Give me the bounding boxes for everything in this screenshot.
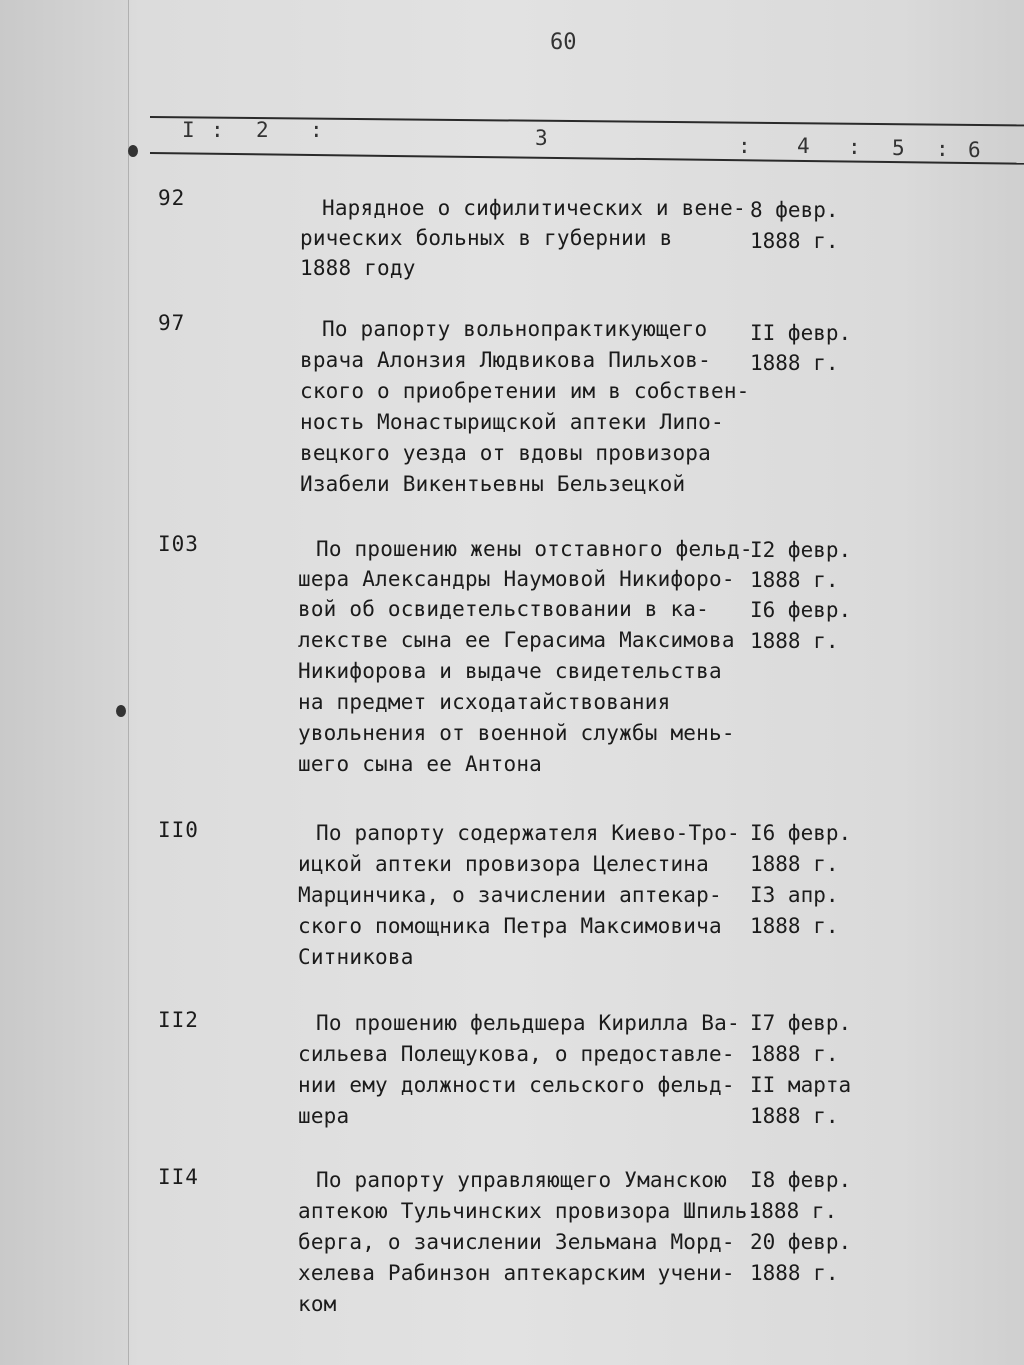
entry-number: 97 <box>158 311 186 335</box>
entry-text-line: ского помощника Петра Максимовича <box>298 914 722 938</box>
entry-date-line: I6 февр. <box>750 598 852 622</box>
entry-text-line: Нарядное о сифилитических и вене- <box>322 196 746 220</box>
column-1-number: I <box>182 118 195 142</box>
entry-text-line: рических больных в губернии в <box>300 226 673 250</box>
column-6-number: 6 <box>968 138 981 162</box>
column-3-number: 3 <box>535 126 548 150</box>
entry-number: II4 <box>158 1165 199 1189</box>
binding-hole <box>128 145 138 157</box>
entry-date-line: 1888 г. <box>750 1042 839 1066</box>
entry-text-line: Никифорова и выдаче свидетельства <box>298 659 722 683</box>
entry-text-line: берга, о зачислении Зельмана Морд- <box>298 1230 735 1254</box>
column-5-number: 5 <box>892 136 905 160</box>
entry-number: II2 <box>158 1008 199 1032</box>
entry-date-line: I7 февр. <box>750 1011 852 1035</box>
entry-text-line: хелева Рабинзон аптекарским учени- <box>298 1261 735 1285</box>
entry-text-line: ицкой аптеки провизора Целестина <box>298 852 709 876</box>
entry-date-line: 1888 г. <box>750 229 839 253</box>
previous-page-edge <box>0 0 129 1365</box>
entry-date-line: I2 февр. <box>750 538 852 562</box>
entry-date-line: II марта <box>750 1073 852 1097</box>
binding-hole <box>116 705 126 717</box>
entry-text-line: Ситникова <box>298 945 414 969</box>
entry-date-line: 20 февр. <box>750 1230 852 1254</box>
entry-text-line: 1888 году <box>300 256 416 280</box>
entry-date-line: 1888 г. <box>750 914 839 938</box>
entry-text-line: По прошению фельдшера Кирилла Ва- <box>316 1011 740 1035</box>
entry-text-line: ность Монастырищской аптеки Липо- <box>300 410 724 434</box>
entry-text-line: шера Александры Наумовой Никифоро- <box>298 567 735 591</box>
entry-text-line: шего сына ее Антона <box>298 752 543 776</box>
entry-text-line: сильева Полещукова, о предоставле- <box>298 1042 735 1066</box>
entry-date-line: II февр. <box>750 321 852 345</box>
entry-date-line: 8 февр. <box>750 198 839 222</box>
entry-text-line: аптекою Тульчинских провизора Шпиль- <box>298 1199 761 1223</box>
entry-date-line: 1888 г. <box>750 351 839 375</box>
entry-text-line: ского о приобретении им в собствен- <box>300 379 750 403</box>
entry-date-line: -1888 г. <box>736 1199 838 1223</box>
entry-text-line: вецкого уезда от вдовы провизора <box>300 441 711 465</box>
entry-date-line: I6 февр. <box>750 821 852 845</box>
entry-text-line: на предмет исходатайствования <box>298 690 671 714</box>
entry-text-line: нии ему должности сельского фельд- <box>298 1073 735 1097</box>
document-page: 60 I : 2 : 3 : 4 : 5 : 6 92 Нарядное о сифилитических и вене- рических больных в губернии в 1888 году 8 февр. 1888 г. 97 По рапорту вольнопрактикующего врача Алонзия Людвикова Пильхов- ского о приобретении им в собствен- ность Монастырищской аптеки Липо- вецкого уезда от вдовы провизора Изабели Викентьевны Бельзецкой II февр. 1888 г. I03 По прошению жены отставного фельд- шера Александры Наумовой Никифоро- вой об освидетельствовании в ка- лекстве сына ее Герасима Максимова Никифорова и выдаче свидетельства на предмет исходатайствования увольнения от военной службы мень- шего сына ее Антона I2 февр. 1888 г. I6 февр. 1888 г. II0 По рапорту содержателя Киево-Тро- ицкой аптеки провизора Целестина Марцинчика, о зачислении аптекар- ского помощника Петра Максимовича Ситникова I6 февр. 1888 г. I3 апр. 1888 г. II2 По прошению фельдшера Кирилла Ва- сильева Полещукова, о предоставле- нии ему должности сельского фельд- шера I7 февр. 1888 г. II марта 1888 г. II4 По рапорту управляющего Уманскою аптекою Тульчинских провизора Шпиль- берга, о зачислении Зельмана Морд- хелева Рабинзон аптекарским учени- ком I8 февр. -1888 г. 20 февр. 1888 г. <box>0 0 1024 1365</box>
entry-text-line: увольнения от военной службы мень- <box>298 721 735 745</box>
entry-number: II0 <box>158 818 199 842</box>
entry-text-line: По рапорту вольнопрактикующего <box>322 317 708 341</box>
entry-date-line: 1888 г. <box>750 629 839 653</box>
column-2-number: 2 <box>256 118 269 142</box>
entry-text-line: Марцинчика, о зачислении аптекар- <box>298 883 722 907</box>
entry-date-line: 1888 г. <box>750 1104 839 1128</box>
entry-text-line: вой об освидетельствовании в ка- <box>298 597 709 621</box>
entry-text-line: По прошению жены отставного фельд- <box>316 537 753 561</box>
entry-text-line: Изабели Викентьевны Бельзецкой <box>300 472 686 496</box>
entry-date-line: 1888 г. <box>750 1261 839 1285</box>
entry-text-line: ком <box>298 1292 337 1316</box>
entry-date-line: I8 февр. <box>750 1168 852 1192</box>
entry-text-line: врача Алонзия Людвикова Пильхов- <box>300 348 711 372</box>
column-4-number: 4 <box>797 134 810 158</box>
entry-date-line: 1888 г. <box>750 568 839 592</box>
page-number: 60 <box>550 30 577 55</box>
entry-number: I03 <box>158 532 199 556</box>
entry-text-line: лекстве сына ее Герасима Максимова <box>298 628 735 652</box>
entry-text-line: шера <box>298 1104 350 1128</box>
entry-date-line: I3 апр. <box>750 883 839 907</box>
table-header-top-rule <box>150 116 1024 126</box>
entry-number: 92 <box>158 186 186 210</box>
entry-date-line: 1888 г. <box>750 852 839 876</box>
entry-text-line: По рапорту содержателя Киево-Тро- <box>316 821 740 845</box>
entry-text-line: По рапорту управляющего Уманскою <box>316 1168 727 1192</box>
